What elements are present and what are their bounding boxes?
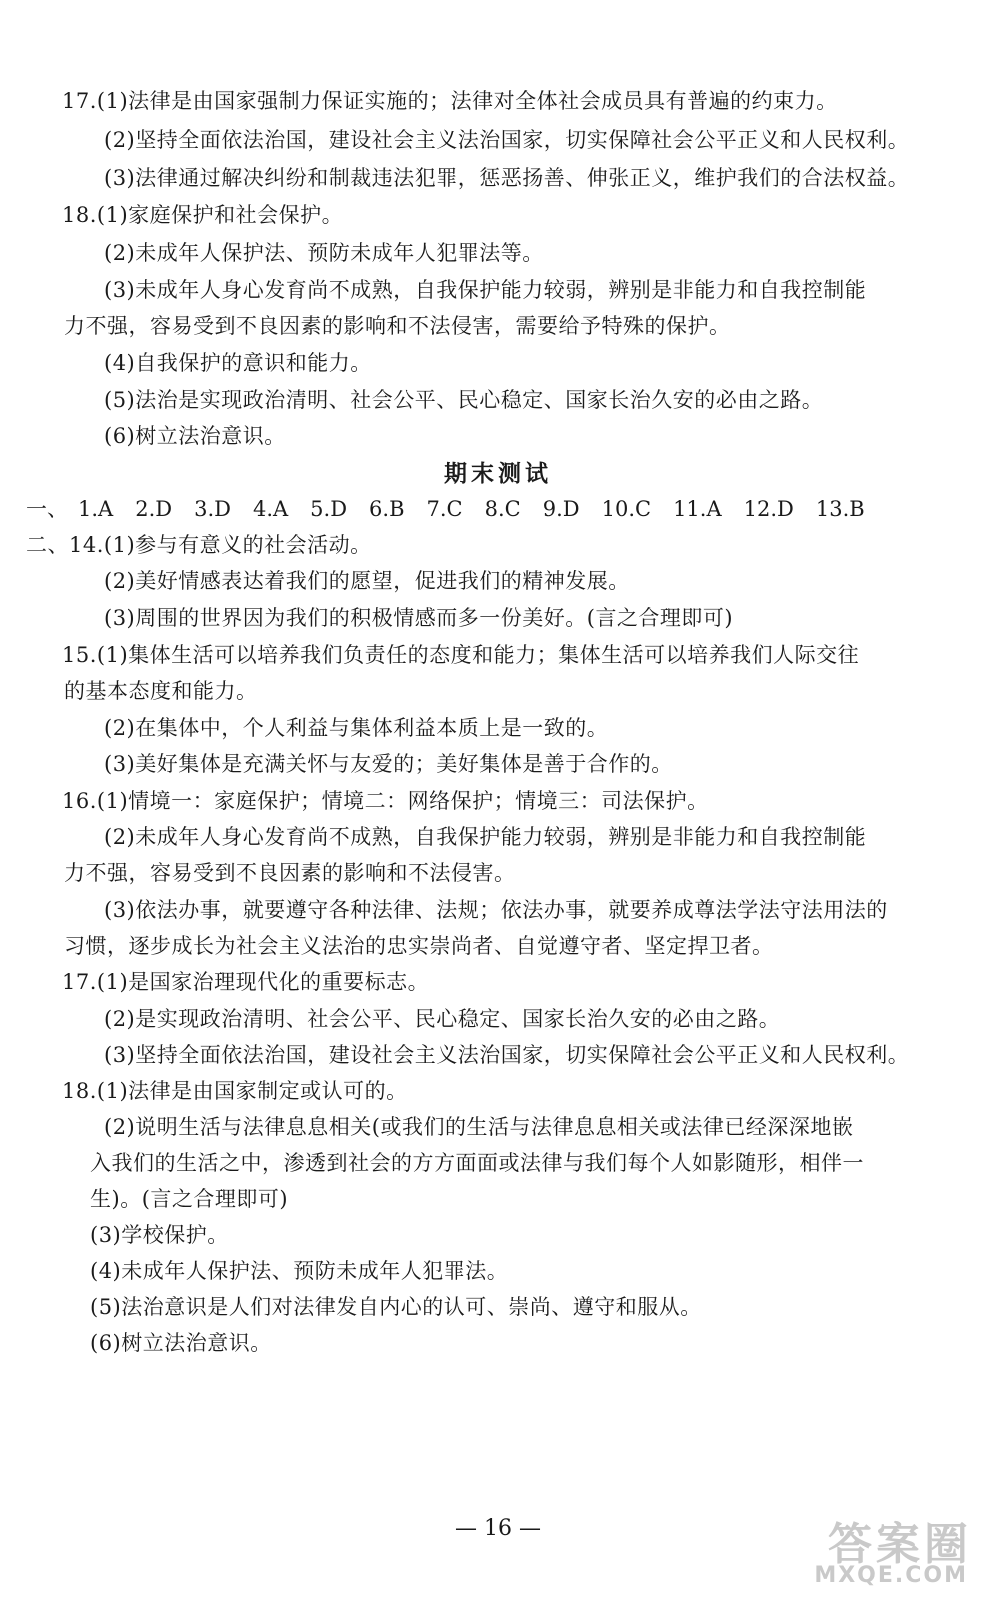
answer-17-part-1: 17.(1)法律是由国家强制力保证实施的；法律对全体社会成员具有普遍的约束力。 xyxy=(62,89,838,113)
answer-18-part-4: (4)自我保护的意识和能力。 xyxy=(104,351,372,375)
answer-15-part-2: (2)在集体中，个人利益与集体利益本质上是一致的。 xyxy=(104,716,609,740)
answer-18-part-5: (5)法治是实现政治清明、社会公平、民心稳定、国家长治久安的必由之路。 xyxy=(104,388,824,412)
answer-17-part-3: (3)法律通过解决纠纷和制裁违法犯罪，惩恶扬善、伸张正义，维护我们的合法权益。 xyxy=(104,166,910,190)
answer-16-part-2-line-2: 力不强，容易受到不良因素的影响和不法侵害。 xyxy=(64,861,516,885)
page-number: — 16 — xyxy=(455,1516,541,1541)
answer-18b-part-5: (5)法治意识是人们对法律发自内心的认可、崇尚、遵守和服从。 xyxy=(90,1295,702,1319)
mc-answer: 13.B xyxy=(815,497,865,521)
answer-17b-part-3: (3)坚持全面依法治国，建设社会主义法治国家，切实保障社会公平正义和人民权利。 xyxy=(104,1043,910,1067)
answer-15-part-1-line-1: 15.(1)集体生活可以培养我们负责任的态度和能力；集体生活可以培养我们人际交往 xyxy=(62,643,860,667)
answer-16-part-3-line-2: 习惯，逐步成长为社会主义法治的忠实崇尚者、自觉遵守者、坚定捍卫者。 xyxy=(64,934,774,958)
watermark-text: 答案圈 xyxy=(828,1519,972,1570)
answer-18b-part-2-line-2: 入我们的生活之中，渗透到社会的方方面面或法律与我们每个人如影随形，相伴一 xyxy=(90,1151,864,1175)
answer-18b-part-2-line-1: (2)说明生活与法律息息相关(或我们的生活与法律息息相关或法律已经深深地嵌 xyxy=(104,1115,854,1139)
mc-answer: 4.A xyxy=(252,497,289,521)
answer-18-part-1: 18.(1)家庭保护和社会保护。 xyxy=(62,203,344,227)
answer-16-part-2-line-1: (2)未成年人身心发育尚不成熟，自我保护能力较弱，辨别是非能力和自我控制能 xyxy=(104,825,867,849)
answer-18-part-3-line-2: 力不强，容易受到不良因素的影响和不法侵害，需要给予特殊的保护。 xyxy=(64,314,731,338)
answer-18b-part-4: (4)未成年人保护法、预防未成年人犯罪法。 xyxy=(90,1259,509,1283)
answer-18b-part-6: (6)树立法治意识。 xyxy=(90,1331,272,1355)
watermark-url: MXQE.COM xyxy=(814,1563,968,1588)
answer-18b-part-3: (3)学校保护。 xyxy=(90,1223,229,1247)
mc-answer: 1.A xyxy=(78,497,114,521)
answer-15-part-1-line-2: 的基本态度和能力。 xyxy=(64,679,258,703)
multiple-choice-answers xyxy=(26,494,986,524)
answer-14-part-2: (2)美好情感表达着我们的愿望，促进我们的精神发展。 xyxy=(104,569,630,593)
answer-14-part-3: (3)周围的世界因为我们的积极情感而多一份美好。(言之合理即可) xyxy=(104,606,734,630)
answer-18-part-6: (6)树立法治意识。 xyxy=(104,424,286,448)
mc-answer: 7.C xyxy=(426,497,463,521)
answer-17b-part-2: (2)是实现政治清明、社会公平、民心稳定、国家长治久安的必由之路。 xyxy=(104,1007,781,1031)
answer-14-part-1: 二、14.(1)参与有意义的社会活动。 xyxy=(26,533,372,557)
mc-answer: 6.B xyxy=(369,497,405,521)
watermark-logo xyxy=(788,1508,978,1590)
answer-16-part-1: 16.(1)情境一：家庭保护；情境二：网络保护；情境三：司法保护。 xyxy=(62,789,709,813)
mc-answer: 10.C xyxy=(601,497,652,521)
answer-17b-part-1: 17.(1)是国家治理现代化的重要标志。 xyxy=(62,970,430,994)
answer-16-part-3-line-1: (3)依法办事，就要遵守各种法律、法规；依法办事，就要养成尊法学法守法用法的 xyxy=(104,898,888,922)
mc-answer: 12.D xyxy=(743,497,794,521)
mc-answer: 11.A xyxy=(673,497,722,521)
section-title: 期末测试 xyxy=(444,460,552,487)
answer-17-part-2: (2)坚持全面依法治国，建设社会主义法治国家，切实保障社会公平正义和人民权利。 xyxy=(104,128,910,152)
mc-answer: 2.D xyxy=(135,497,173,521)
answer-18-part-3-line-1: (3)未成年人身心发育尚不成熟，自我保护能力较弱，辨别是非能力和自我控制能 xyxy=(104,278,867,302)
answer-18-part-2: (2)未成年人保护法、预防未成年人犯罪法等。 xyxy=(104,241,544,265)
mc-answer: 8.C xyxy=(484,497,521,521)
mc-answer: 9.D xyxy=(542,497,580,521)
answer-18b-part-1: 18.(1)法律是由国家制定或认可的。 xyxy=(62,1079,408,1103)
answer-15-part-3: (3)美好集体是充满关怀与友爱的；美好集体是善于合作的。 xyxy=(104,752,673,776)
mc-lead: 一、 xyxy=(26,497,68,521)
answer-18b-part-2-line-3: 生)。(言之合理即可) xyxy=(90,1187,289,1211)
mc-answer: 3.D xyxy=(194,497,231,521)
mc-answer: 5.D xyxy=(310,497,348,521)
